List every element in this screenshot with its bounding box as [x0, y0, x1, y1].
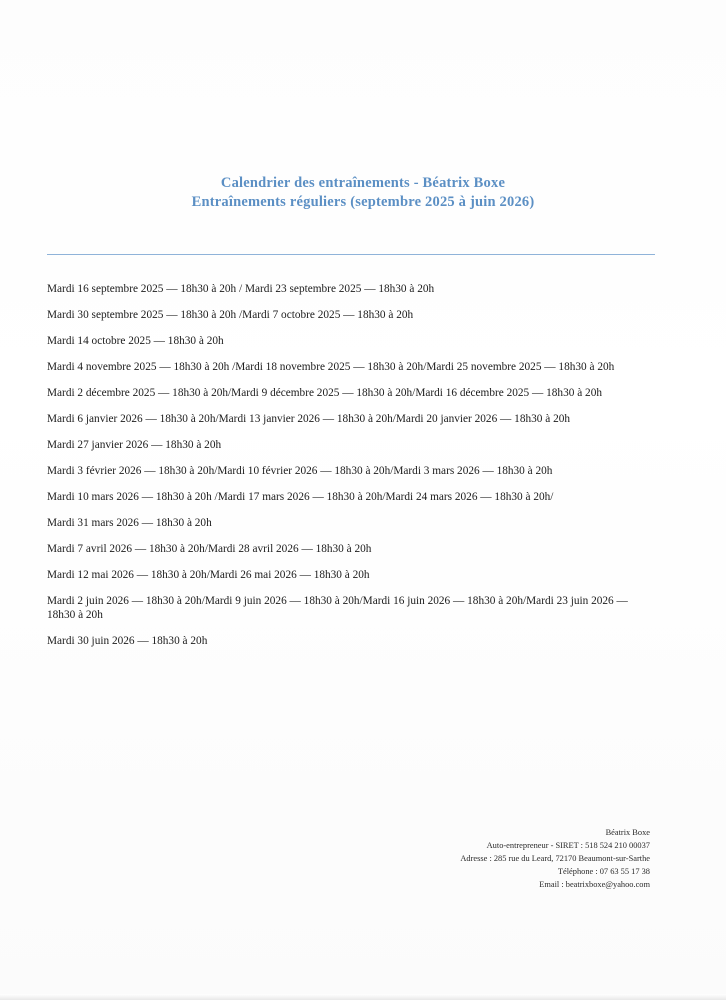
footer-address: Adresse : 285 rue du Leard, 72170 Beaumont-sur-Sarthe [460, 854, 650, 863]
document-subtitle: Entraînements réguliers (septembre 2025 à juin 2026) [191, 194, 535, 210]
page-bottom-edge [0, 994, 726, 1000]
schedule-entry: Mardi 6 janvier 2026 — 18h30 à 20h/Mardi 13 janvier 2026 — 18h30 à 20h/Mardi 20 janvier 2026 — 18h30 à 20h [47, 413, 571, 425]
schedule-entry: Mardi 7 avril 2026 — 18h30 à 20h/Mardi 28 avril 2026 — 18h30 à 20h [47, 543, 372, 555]
document-title: Calendrier des entraînements - Béatrix Boxe [220, 175, 506, 191]
schedule-entry: Mardi 30 juin 2026 — 18h30 à 20h [47, 635, 208, 647]
schedule-entry: Mardi 12 mai 2026 — 18h30 à 20h/Mardi 26 mai 2026 — 18h30 à 20h [47, 569, 370, 581]
schedule-entry: Mardi 14 octobre 2025 — 18h30 à 20h [47, 335, 224, 347]
schedule-entry: Mardi 30 septembre 2025 — 18h30 à 20h /Mardi 7 octobre 2025 — 18h30 à 20h [47, 309, 414, 321]
document-header [0, 174, 726, 212]
footer-siret: Auto-entrepreneur - SIRET : 518 524 210 00037 [486, 841, 650, 850]
schedule-entry: Mardi 31 mars 2026 — 18h30 à 20h [47, 517, 212, 529]
schedule-entry: Mardi 3 février 2026 — 18h30 à 20h/Mardi 10 février 2026 — 18h30 à 20h/Mardi 3 mars 2026 — 18h30 à 20h [47, 465, 553, 477]
schedule-entry: Mardi 10 mars 2026 — 18h30 à 20h /Mardi 17 mars 2026 — 18h30 à 20h/Mardi 24 mars 2026 — 18h30 à 20h/ [47, 491, 554, 503]
schedule-entry: Mardi 27 janvier 2026 — 18h30 à 20h [47, 439, 222, 451]
schedule-entry: Mardi 16 septembre 2025 — 18h30 à 20h / Mardi 23 septembre 2025 — 18h30 à 20h [47, 283, 435, 295]
footer-email: Email : beatrixboxe@yahoo.com [539, 880, 650, 889]
contact-footer [460, 826, 650, 891]
header-divider [47, 254, 655, 255]
footer-phone: Téléphone : 07 63 55 17 38 [557, 867, 650, 876]
training-schedule-list [47, 282, 647, 660]
footer-business-name: Béatrix Boxe [605, 828, 650, 837]
schedule-entry: Mardi 4 novembre 2025 — 18h30 à 20h /Mardi 18 novembre 2025 — 18h30 à 20h/Mardi 25 novembre 2025 — 18h30 à 20h [47, 361, 615, 373]
schedule-entry: Mardi 2 juin 2026 — 18h30 à 20h/Mardi 9 juin 2026 — 18h30 à 20h/Mardi 16 juin 2026 — 18h30 à 20h/Mardi 23 juin 2026 — 18h30 à 20h [47, 595, 628, 621]
schedule-entry: Mardi 2 décembre 2025 — 18h30 à 20h/Mardi 9 décembre 2025 — 18h30 à 20h/Mardi 16 décembre 2025 — 18h30 à 20h [47, 387, 602, 399]
